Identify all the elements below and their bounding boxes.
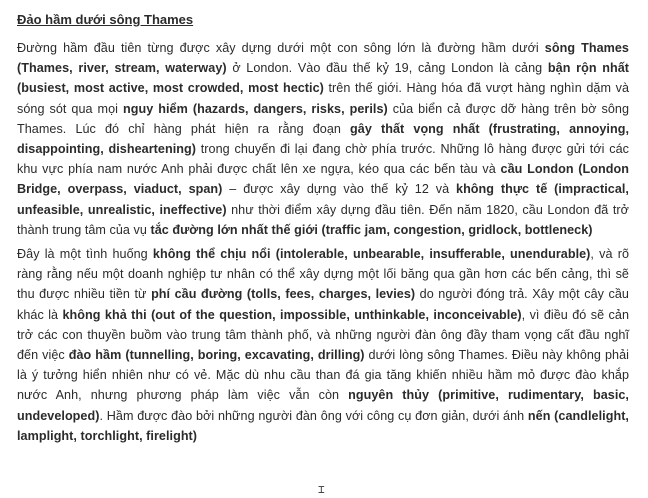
text-run: , vì điều đó sẽ cản trở các con thuyền buồm vào trung tâm thành phố, và những người đàn ông đầy tham vọng cất đầu nghĩ đến việc	[17, 307, 629, 363]
bold-phrase: cầu London (London Bridge, overpass, viaduct, span)	[17, 162, 629, 197]
document-title: Đảo hầm dưới sông Thames	[17, 12, 194, 27]
bold-phrase: gây thất vọng nhất (frustrating, annoying, disappointing, disheartening)	[17, 121, 629, 157]
bold-phrase: phí cầu đường (tolls, fees, charges, levies)	[151, 287, 416, 302]
bold-phrase: không thực tế (impractical, unfeasible, unrealistic, ineffective)	[17, 182, 629, 217]
text-run: ở London. Vào đầu thế kỷ 19, cảng London là cảng	[226, 61, 548, 76]
bold-phrase: nguyên thủy (primitive, rudimentary, basic, undeveloped)	[17, 388, 629, 423]
text-cursor-icon: ⌶	[318, 483, 325, 496]
text-run: dưới lòng sông Thames. Điều này không phải là ý tưởng hiển nhiên như có vẻ. Mặc dù nhu cầu than đá gia tăng khiến nhiều hầm mỏ được đào khắp nước Anh, nhưng phương pháp làm việc vẫn còn	[17, 348, 629, 403]
bold-phrase: nến (candlelight, lamplight, torchlight, firelight)	[17, 408, 629, 443]
text-run: như thời điểm xây dựng đầu tiên. Đến năm 1820, cầu London đã trở thành trung tâm của vụ	[17, 202, 629, 237]
bold-phrase: không thể chịu nổi (intolerable, unbearable, insufferable, unendurable)	[152, 247, 591, 262]
bold-phrase: bận rộn nhất (busiest, most active, most crowded, most hectic)	[17, 61, 630, 96]
text-run: Đây là một tình huống	[17, 247, 153, 262]
document-body	[17, 38, 629, 446]
text-run: trong chuyến đi lại đang chờ phía trước. Những lô hàng được gửi tới các khu vực phía nam nước Anh phải được chất lên xe ngựa, kéo qua các bến tàu và	[17, 142, 630, 177]
text-run: của biển cả được dỡ hàng trên bờ sông Thames. Lúc đó chỉ hàng phát hiện ra rằng đoạn	[17, 101, 629, 136]
text-run: . Hầm được đào bởi những người đàn ông với công cụ đơn giản, dưới ánh	[99, 408, 528, 423]
bold-phrase: tắc đường lớn nhất thế giới (traffic jam, congestion, gridlock, bottleneck)	[150, 222, 593, 237]
document	[17, 8, 629, 446]
text-run: Đường hầm đầu tiên từng được xây dựng dưới một con sông lớn là đường hầm dưới	[17, 41, 545, 55]
bold-phrase: nguy hiểm (hazards, dangers, risks, perils)	[123, 101, 388, 116]
bold-phrase: đào hầm (tunnelling, boring, excavating, drilling)	[68, 348, 365, 363]
paragraph	[17, 244, 629, 446]
text-run: – được xây dựng vào thế kỷ 12 và	[222, 182, 457, 197]
text-run: , và rõ ràng rằng nếu một doanh nghiệp tư nhân có thể xây dựng một lối băng qua gần hơn các bến cảng, thì sẽ thu được nhiều tiền từ	[17, 247, 630, 302]
bold-phrase: không khả thi (out of the question, impossible, unthinkable, inconceivable)	[62, 307, 522, 322]
bold-phrase: sông Thames (Thames, river, stream, waterway)	[17, 41, 629, 76]
text-run: trên thế giới. Hàng hóa đã vượt hàng nghìn dặm và sóng sót qua mọi	[17, 81, 629, 116]
text-run: do người đóng trả. Xây một cây cầu khác là	[17, 287, 629, 322]
paragraph	[17, 38, 629, 240]
